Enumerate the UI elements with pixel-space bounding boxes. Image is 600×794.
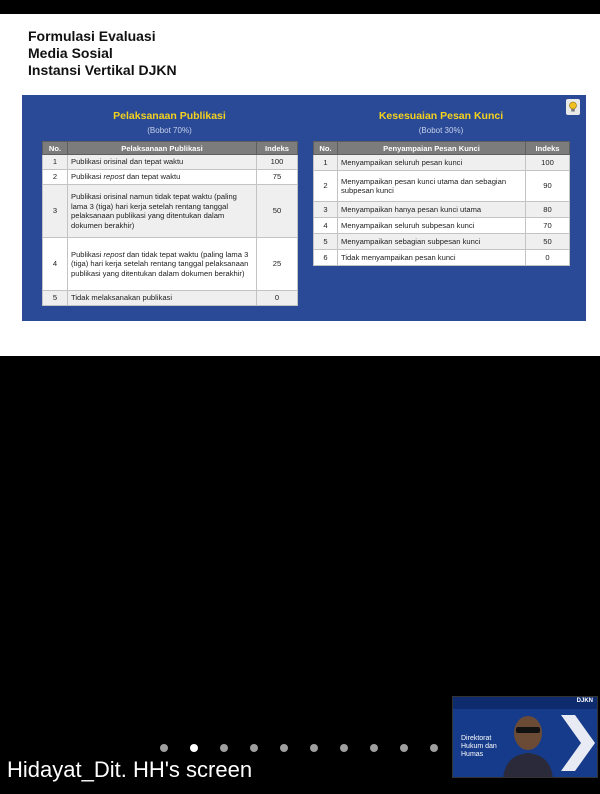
row-description: Menyampaikan pesan kunci utama dan sebagian subpesan kunci <box>338 171 526 202</box>
row-number: 4 <box>314 218 338 234</box>
screen-share-label: Hidayat_Dit. HH's screen <box>7 757 253 782</box>
right-section-subtitle: (Bobot 30%) <box>418 126 464 135</box>
row-index: 0 <box>526 250 570 266</box>
row-index: 50 <box>526 234 570 250</box>
publikasi-table <box>42 141 298 306</box>
table-row <box>314 171 570 202</box>
table-row <box>43 291 298 306</box>
djkn-logo-text: DJKN <box>576 698 593 704</box>
chevron-graphic-icon <box>557 715 597 771</box>
left-section-title: Pelaksanaan Publikasi <box>113 110 226 122</box>
table-row <box>314 202 570 218</box>
column-header: No. <box>43 142 68 155</box>
page-dot[interactable] <box>310 744 318 752</box>
column-header: No. <box>314 142 338 155</box>
page-dot[interactable] <box>280 744 288 752</box>
row-description: Menyampaikan sebagian subpesan kunci <box>338 234 526 250</box>
row-description: Publikasi repost dan tidak tepat waktu (paling lama 3 (tiga) hari kerja setelah rentang tanggal pelaksanaan publikasi yang ditentukan dalam dokumen berakhir) <box>68 238 257 291</box>
row-description: Publikasi orisinal namun tidak tepat waktu (paling lama 3 (tiga) hari kerja setelah rentang tanggal pelaksanaan publikasi yang ditentukan dalam dokumen berakhir) <box>68 185 257 238</box>
slide-title <box>28 28 177 79</box>
page-dot[interactable] <box>430 744 438 752</box>
page-dot[interactable] <box>370 744 378 752</box>
column-header: Penyampaian Pesan Kunci <box>338 142 526 155</box>
row-description: Menyampaikan seluruh subpesan kunci <box>338 218 526 234</box>
video-caption <box>461 735 497 759</box>
shared-slide <box>0 14 600 356</box>
table-row <box>43 155 298 170</box>
row-index: 100 <box>526 155 570 171</box>
page-dot[interactable] <box>190 744 198 752</box>
pesan-kunci-table <box>313 141 570 266</box>
left-section-subtitle: (Bobot 70%) <box>147 126 192 135</box>
video-caption-line: Direktorat <box>461 735 492 742</box>
column-header: Indeks <box>526 142 570 155</box>
table-row <box>314 234 570 250</box>
row-number: 6 <box>314 250 338 266</box>
row-description: Publikasi orisinal dan tepat waktu <box>68 155 257 170</box>
row-number: 5 <box>43 291 68 306</box>
column-header: Pelaksanaan Publikasi <box>68 142 257 155</box>
table-row <box>43 238 298 291</box>
row-index: 90 <box>526 171 570 202</box>
right-section-title: Kesesuaian Pesan Kunci <box>378 110 504 122</box>
row-index: 80 <box>526 202 570 218</box>
page-dot[interactable] <box>220 744 228 752</box>
row-number: 1 <box>314 155 338 171</box>
row-number: 3 <box>314 202 338 218</box>
table-row <box>314 250 570 266</box>
row-description: Menyampaikan seluruh pesan kunci <box>338 155 526 171</box>
row-index: 0 <box>257 291 298 306</box>
row-number: 1 <box>43 155 68 170</box>
table-row <box>314 218 570 234</box>
row-index: 70 <box>526 218 570 234</box>
row-index: 25 <box>257 238 298 291</box>
row-index: 75 <box>257 170 298 185</box>
row-number: 3 <box>43 185 68 238</box>
row-description: Tidak menyampaikan pesan kunci <box>338 250 526 266</box>
video-caption-line: Hukum dan <box>461 743 497 750</box>
column-header: Indeks <box>257 142 298 155</box>
row-description: Tidak melaksanakan publikasi <box>68 291 257 306</box>
page-dot[interactable] <box>250 744 258 752</box>
row-number: 2 <box>314 171 338 202</box>
table-row <box>43 185 298 238</box>
participant-video-tile[interactable] <box>452 696 598 778</box>
page-dot[interactable] <box>400 744 408 752</box>
participant-avatar <box>501 707 555 778</box>
row-number: 2 <box>43 170 68 185</box>
video-caption-line: Humas <box>461 751 484 758</box>
row-index: 50 <box>257 185 298 238</box>
slide-title-line: Formulasi Evaluasi <box>28 28 156 44</box>
criteria-panel <box>22 95 586 321</box>
table-row <box>314 155 570 171</box>
row-description: Publikasi repost dan tepat waktu <box>68 170 257 185</box>
page-dot[interactable] <box>160 744 168 752</box>
row-index: 100 <box>257 155 298 170</box>
slide-title-line: Media Sosial <box>28 45 113 61</box>
table-row <box>43 170 298 185</box>
page-dot[interactable] <box>340 744 348 752</box>
row-number: 4 <box>43 238 68 291</box>
slide-title-line: Instansi Vertikal DJKN <box>28 62 177 78</box>
row-number: 5 <box>314 234 338 250</box>
row-description: Menyampaikan hanya pesan kunci utama <box>338 202 526 218</box>
top-bar <box>0 0 600 14</box>
